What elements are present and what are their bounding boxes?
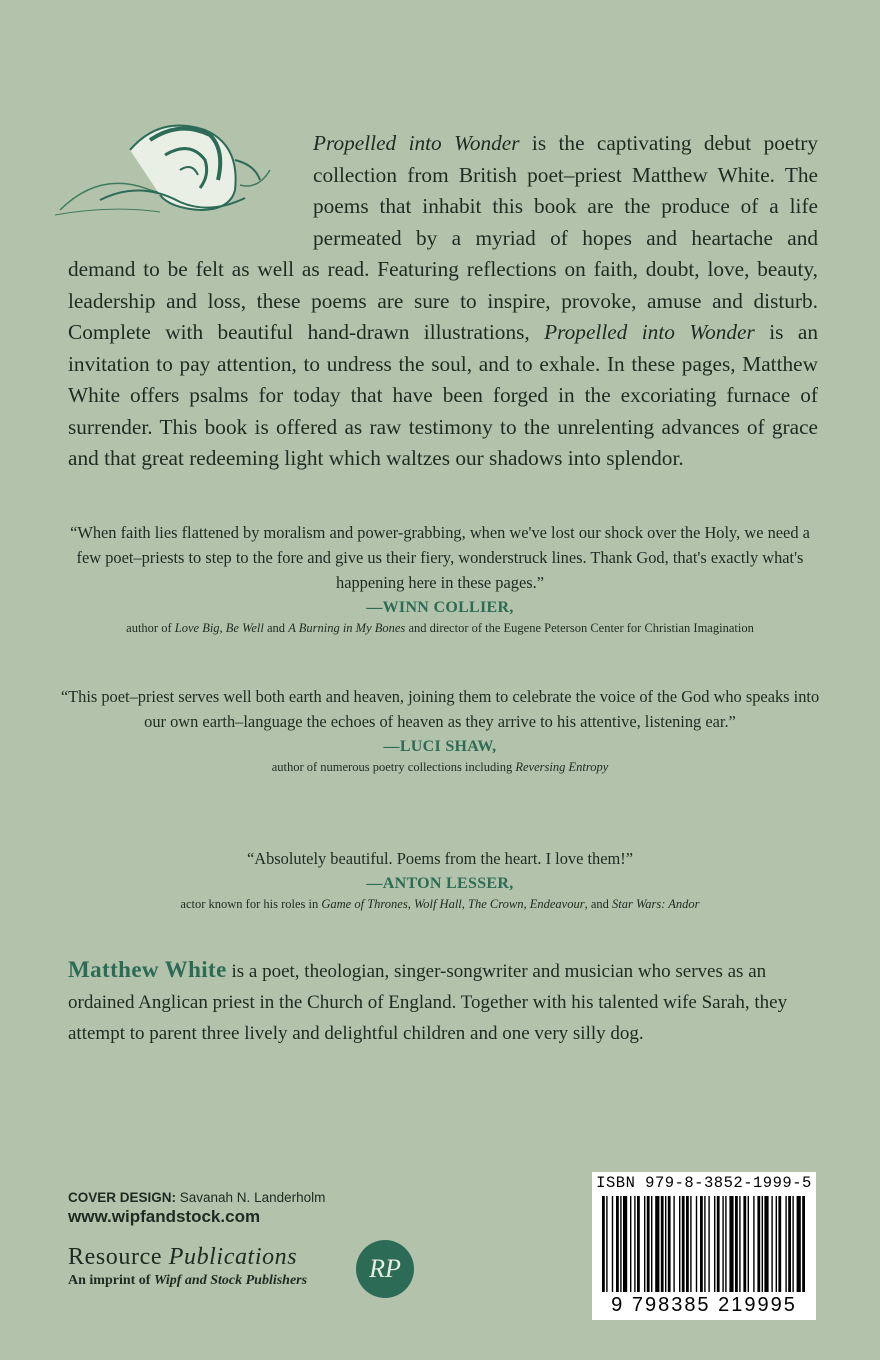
barcode-bar [717, 1196, 720, 1292]
barcode-bar [739, 1196, 740, 1292]
barcode-bar [788, 1196, 791, 1292]
barcode-bar [735, 1196, 738, 1292]
isbn-barcode [592, 1172, 816, 1320]
barcode-bar [623, 1196, 627, 1292]
barcode-bar [792, 1196, 793, 1292]
author-name: Matthew White [68, 957, 227, 982]
barcode-bar [620, 1196, 621, 1292]
barcode-bar [644, 1196, 645, 1292]
barcode-bar [690, 1196, 691, 1292]
barcode-digits: 9 798385 219995 [611, 1294, 797, 1316]
barcode-bar [673, 1196, 674, 1292]
barcode-bar [802, 1196, 805, 1292]
barcode-bar [661, 1196, 664, 1292]
barcode-bar [778, 1196, 781, 1292]
endorser-name: —ANTON LESSER, [366, 875, 514, 892]
barcode-bar [764, 1196, 768, 1292]
barcode-bar [748, 1196, 749, 1292]
barcode-bar [704, 1196, 705, 1292]
barcode-bar [708, 1196, 709, 1292]
endorsement-quote: “Absolutely beautiful. Poems from the heart. I love them!” [247, 849, 633, 868]
endorser-name: —WINN COLLIER, [366, 599, 514, 616]
barcode-bars [600, 1196, 808, 1292]
barcode-bar [686, 1196, 689, 1292]
isbn-number: ISBN 979-8-3852-1999-5 [596, 1174, 812, 1192]
barcode-bar [757, 1196, 760, 1292]
endorser-description: author of Love Big, Be Well and A Burning in My Bones and director of the Eugene Peterson Center for Christian Imagination [126, 621, 754, 635]
publisher-website[interactable]: www.wipfandstock.com [68, 1207, 261, 1226]
barcode-bar [696, 1196, 697, 1292]
barcode-bar [651, 1196, 652, 1292]
book-title-italic: Propelled into Wonder [313, 131, 520, 155]
barcode-bar [722, 1196, 723, 1292]
blurb-text-2: is an invitation to pay attention, to undress the soul, and to exhale. In these pages, Matthew White offers psalms for today that have been forged in the excoriating furnace of surrender. This book is offered as raw testimony to the unrelenting advances of grace and that great redeeming light which waltzes our shadows into splendor. [68, 320, 818, 470]
barcode-bar [612, 1196, 613, 1292]
barcode-bar [647, 1196, 650, 1292]
barcode-bar [725, 1196, 726, 1292]
barcode-bar [606, 1196, 607, 1292]
endorsement-luci-shaw [60, 684, 820, 776]
barcode-bar [714, 1196, 715, 1292]
endorsement-winn-collier [60, 520, 820, 637]
barcode-bar [637, 1196, 640, 1292]
publisher-logo-icon: RP [356, 1240, 414, 1298]
barcode-bar [785, 1196, 786, 1292]
blurb-text-1: is the captivating debut poetry collection from British poet–priest Matthew White. The poems that inhabit this book are the produce of a life permeated by a myriad of hopes and heartache and demand to be felt as well as read. Featuring reflections on faith, doubt, love, beauty, leadership and loss, these poems are sure to inspire, provoke, amuse and disturb. Complete with beautiful hand-drawn illustrations, [68, 131, 818, 344]
barcode-bar [776, 1196, 777, 1292]
barcode-bar [630, 1196, 631, 1292]
book-title-italic-2: Propelled into Wonder [544, 320, 755, 344]
publisher-block [68, 1244, 307, 1289]
cover-design-credit: COVER DESIGN: Savanah N. Landerholm [68, 1190, 326, 1205]
publisher-imprint: An imprint of Wipf and Stock Publishers [68, 1273, 308, 1288]
endorsement-quote: “When faith lies flattened by moralism and power-grabbing, when we've lost our shock over the Holy, we need a few poet–priests to step to the fore and give us their fiery, wonderstruck lines. Thank God, that's exactly what's happening here in these pages.” [70, 523, 810, 592]
barcode-bar [602, 1196, 605, 1292]
publisher-name: Resource Publications [68, 1244, 298, 1270]
endorser-description: author of numerous poetry collections including Reversing Entropy [271, 760, 609, 774]
barcode-bar [616, 1196, 619, 1292]
barcode-bar [729, 1196, 733, 1292]
endorser-description: actor known for his roles in Game of Thrones, Wolf Hall, The Crown, Endeavour, and Star Wars: Andor [180, 897, 700, 911]
barcode-bar [679, 1196, 680, 1292]
barcode-bar [771, 1196, 772, 1292]
barcode-bar [634, 1196, 635, 1292]
barcode-bar [753, 1196, 754, 1292]
endorser-name: —LUCI SHAW, [383, 738, 497, 755]
barcode-bar [665, 1196, 666, 1292]
barcode-bar [668, 1196, 671, 1292]
bio-text: is a poet, theologian, singer-songwriter and musician who serves as an ordained Anglican priest in the Church of England. Together with his talented wife Sarah, they attempt to parent three lively and delightful children and one very silly dog. [68, 961, 788, 1044]
book-description [68, 128, 818, 475]
barcode-bar [762, 1196, 763, 1292]
endorsement-anton-lesser [60, 846, 820, 913]
barcode-bar [655, 1196, 659, 1292]
barcode-bar [700, 1196, 703, 1292]
barcode-bar [743, 1196, 746, 1292]
credits [68, 1190, 325, 1227]
endorsement-quote: “This poet–priest serves well both earth and heaven, joining them to celebrate the voice of the God who speaks into our own earth–language the echoes of heaven as they arrive to his attentive, listening ear.” [60, 687, 820, 731]
barcode-bar [682, 1196, 685, 1292]
barcode-bar [797, 1196, 801, 1292]
author-bio [68, 954, 818, 1049]
